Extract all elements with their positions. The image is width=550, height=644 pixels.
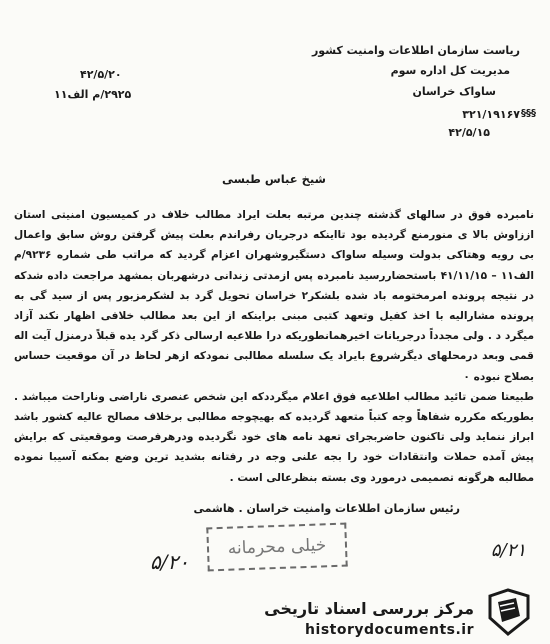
body-paragraph-2: طبیعتا ضمن تائید مطالب اطلاعیه فوق اعلام میگرددکه این شخص عنصری ناراضی وناراحت میباشد . بطوریکه مکرره شفاهاً وجه کتباً متعهد گردیده که بهیچوجه مطالبی برخلاف مصالح عالیه کشور باشد ابراز ننماید ولی تاکنون حاضربجرای تعهد نامه های خود نگردیده ودرهرفرصت وموقعیتی که برایش پیش آمده حملات وانتقادات خود را بجه علنی وجه در رفتانه بشدید ترین وضع بمکنه آسیبا نموده مطالبه هرگونه تصمیمی درمورد وی بسته بنظرعالی است . xyxy=(14,390,534,484)
header-ref-number: ۳۲۱/۱۹۱۶۷ xyxy=(462,108,520,121)
document-subject: شیخ عباس طبسی xyxy=(222,172,326,186)
handwritten-note-right: ۵/۲۱ xyxy=(490,540,526,561)
handwritten-note-left: ۵/۲۰ xyxy=(150,550,189,574)
header-left-number: ۲۹۲۵/م الف۱۱ xyxy=(54,88,132,101)
header-ref-date: ۴۲/۵/۱۵ xyxy=(448,126,490,139)
body-paragraph-1: نامبرده فوق در سالهای گذشته چندین مرتبه بعلت ایراد مطالب خلاف در کمیسیون امنیتی استان اززاوش بالا ی منورمنع گردیده بود تااینکه درجریان رفراندم بعلت پیش گرفتن روش سابق واعمال بی رویه وهتاکی بدولت وسیله ساواک دستگیروشهران اعزام گردید که مراتب طی شماره ۹۲۳۶/م الف۱۱ – ۴۱/۱۱/۱۵ باستحضاررسید نامبرده پس ازمدتی زندانی درشهربان بمشهد مراجعت داده شدکه در نتیجه پرونده امرمختومه باد شده بلشکر۲ خراسان تحویل گرد بد لشکرمزبور پس از سید گی به پرونده مشارالیه با اخذ کفیل وتعهد کتبی مبنی براینکه از این بعد مطالب خلافی اظهار نکند آزاد میگرد د . ولی مجدداً درجریانات اخیرهمانطوریکه درا طلاعیه ارسالی ذکر گرد یده قبلاً درمنزل آیت اله قمی وبعد درمحلهای دیگرشروع بایراد یک سلسله مطالبی نمودکه ازهر لحاظ در آن موقعیت حساس بصلاح نبوده ۰ xyxy=(14,209,534,383)
document-signature: رئیس سازمان اطلاعات وامنیت خراسان . هاشمی xyxy=(193,502,460,515)
confidential-stamp-text: خیلی محرمانه xyxy=(227,535,327,559)
confidential-stamp xyxy=(206,523,347,572)
footer-brand-name: مرکز بررسی اسناد تاریخی xyxy=(264,599,474,618)
header-left-date: ۴۲/۵/۲۰ xyxy=(80,68,122,81)
footer-brand-url: historydocuments.ir xyxy=(305,622,474,638)
footer-watermark xyxy=(0,584,550,644)
document-body xyxy=(14,205,534,488)
header-org-line-1: ریاست سازمان اطلاعات وامنیت کشور xyxy=(311,44,520,57)
header-ref-mark: §§§ xyxy=(521,108,536,119)
header-org-line-2: مدیریت کل اداره سوم xyxy=(390,64,510,77)
history-documents-logo-icon xyxy=(486,588,532,638)
header-org-line-3: ساواک خراسان xyxy=(412,85,496,98)
